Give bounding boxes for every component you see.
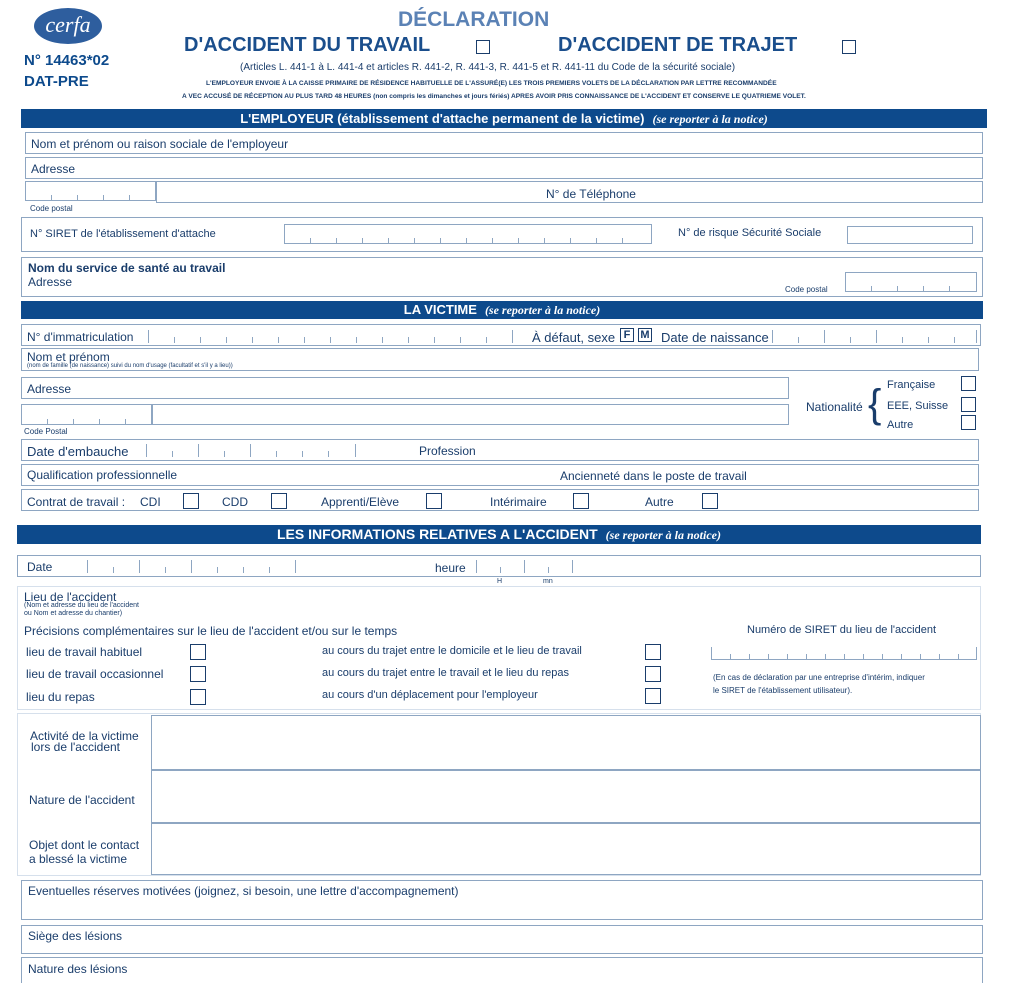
nature-label: Nature de l'accident: [29, 793, 135, 807]
contract-option-interim: Intérimaire: [490, 495, 547, 509]
cerfa-logo: cerfa: [34, 8, 102, 44]
lesion-nature-label: Nature des lésions: [28, 962, 128, 976]
employer-phone-label: N° de Téléphone: [546, 187, 636, 201]
victim-address-label: Adresse: [27, 382, 72, 396]
contract-option-other: Autre: [645, 495, 674, 509]
place-meal-checkbox[interactable]: [190, 689, 206, 705]
page-title: DÉCLARATION: [398, 8, 550, 31]
qualification-label: Qualification professionnelle: [27, 468, 178, 482]
victim-section-header: [21, 301, 983, 319]
accident-siret-place-ticks: [711, 647, 977, 660]
activity-label-2: lors de l'accident: [31, 740, 121, 754]
victim-name-label: Nom et prénom: [27, 350, 110, 364]
victim-postal-ticks: [21, 412, 152, 425]
accident-date-ticks: [87, 560, 297, 573]
health-service-postal-ticks: [845, 279, 977, 292]
place-option-occasional: lieu de travail occasionnel: [26, 667, 164, 681]
employer-address-field[interactable]: [25, 157, 983, 179]
place-occasional-checkbox[interactable]: [190, 666, 206, 682]
nationality-option-french: Française: [887, 379, 936, 391]
accident-place-hint-2: ou Nom et adresse du chantier): [24, 610, 123, 617]
employer-address-label: Adresse: [31, 162, 76, 176]
form-number: N° 14463*02: [24, 52, 110, 69]
contract-option-cdd: CDD: [222, 495, 248, 509]
work-accident-checkbox[interactable]: [476, 40, 490, 54]
employer-risk-field[interactable]: [847, 226, 973, 244]
victim-postal-label: Code Postal: [24, 427, 68, 436]
nationality-french-checkbox[interactable]: [961, 376, 976, 391]
accident-place-label: Lieu de l'accident: [24, 590, 117, 604]
contract-cdi-checkbox[interactable]: [183, 493, 199, 509]
employer-section-title: L'EMPLOYEUR (établissement d'attache permanent de la victime): [240, 111, 645, 126]
employer-siret-label: N° SIRET de l'établissement d'attache: [30, 228, 216, 240]
object-label-2: a blessé la victime: [29, 852, 128, 866]
contract-label: Contrat de travail :: [27, 495, 126, 509]
contract-cdd-checkbox[interactable]: [271, 493, 287, 509]
employer-postal-code-label: Code postal: [30, 204, 73, 213]
victim-registration-label: N° d'immatriculation: [27, 330, 134, 344]
victim-sex-label: À défaut, sexe: [532, 330, 616, 345]
activity-label-1: Activité de la victime: [30, 729, 139, 743]
employer-section-note: (se reporter à la notice): [652, 112, 768, 126]
place-option-meal: lieu du repas: [26, 690, 95, 704]
contract-apprentice-checkbox[interactable]: [426, 493, 442, 509]
object-label-1: Objet dont le contact: [29, 838, 140, 852]
activity-field[interactable]: [151, 715, 981, 770]
profession-label: Profession: [419, 444, 476, 458]
interim-note-2: le SIRET de l'établissement utilisateur).: [713, 686, 853, 695]
sex-f-checkbox[interactable]: F: [620, 328, 634, 342]
contract-option-apprentice: Apprenti/Elève: [321, 495, 400, 509]
hire-date-label: Date d'embauche: [27, 444, 129, 459]
nationality-option-other: Autre: [887, 419, 914, 431]
place-option-usual: lieu de travail habituel: [26, 645, 143, 659]
title-commute-accident: D'ACCIDENT DE TRAJET: [558, 34, 798, 56]
accident-section-note: (se reporter à la notice): [605, 528, 721, 542]
place-business-trip-checkbox[interactable]: [645, 688, 661, 704]
reserves-label: Eventuelles réserves motivées (joignez, si besoin, une lettre d'accompagnement): [28, 884, 459, 898]
health-service-label: Nom du service de santé au travail: [28, 261, 226, 275]
employer-postal-code-ticks: [25, 188, 156, 201]
accident-hour-abbr: H: [497, 578, 503, 585]
nature-field[interactable]: [151, 770, 981, 823]
accident-section-title: LES INFORMATIONS RELATIVES A L'ACCIDENT: [277, 526, 598, 542]
accident-details-label: Précisions complémentaires sur le lieu de l'accident et/ou sur le temps: [24, 624, 398, 638]
contract-interim-checkbox[interactable]: [573, 493, 589, 509]
place-option-meal-commute: au cours du trajet entre le travail et le lieu du repas: [322, 667, 570, 679]
accident-time-ticks: [476, 560, 574, 573]
nationality-option-eee: EEE, Suisse: [887, 400, 949, 412]
victim-birth-ticks: [772, 330, 977, 343]
place-usual-checkbox[interactable]: [190, 644, 206, 660]
health-service-postal-label: Code postal: [785, 285, 828, 294]
commute-accident-checkbox[interactable]: [842, 40, 856, 54]
victim-address-field[interactable]: [21, 377, 789, 399]
accident-siret-place-label: Numéro de SIRET du lieu de l'accident: [747, 624, 936, 636]
victim-registration-ticks: [148, 330, 518, 343]
sending-instructions-2: A VEC ACCUSÉ DE RÉCEPTION AU PLUS TARD 48 HEURES (non compris les dimanches et jours fériés) APRES AVOIR PRIS CONNAISSANCE DE L'ACCIDENT ET CONSERVE LE QUATRIEME VOLET.: [182, 93, 806, 100]
seniority-label: Ancienneté dans le poste de travail: [560, 469, 747, 483]
object-field[interactable]: [151, 823, 981, 875]
legal-articles: (Articles L. 441-1 à L. 441-4 et articles R. 441-2, R. 441-3, R. 441-5 et R. 441-11 du Code de la sécurité sociale): [240, 62, 736, 73]
title-work-accident: D'ACCIDENT DU TRAVAIL: [184, 34, 431, 56]
victim-name-hint: (nom de famille (de naissance) suivi du nom d'usage (facultatif et s'il y a lieu)): [27, 363, 233, 369]
nationality-eee-checkbox[interactable]: [961, 397, 976, 412]
place-meal-commute-checkbox[interactable]: [645, 666, 661, 682]
place-option-home-commute: au cours du trajet entre le domicile et le lieu de travail: [322, 645, 582, 657]
accident-date-label: Date: [27, 560, 53, 574]
contract-other-checkbox[interactable]: [702, 493, 718, 509]
place-option-business-trip: au cours d'un déplacement pour l'employeur: [322, 689, 538, 701]
accident-place-hint-1: (Nom et adresse du lieu de l'accident: [24, 602, 139, 609]
victim-city-field[interactable]: [152, 404, 789, 425]
nationality-label: Nationalité: [806, 400, 863, 414]
sending-instructions-1: L'EMPLOYEUR ENVOIE À LA CAISSE PRIMAIRE DE RÉSIDENCE HABITUELLE DE L'ASSURÉ(E) LES TROIS PREMIERS VOLETS DE LA DÉCLARATION PAR LETTRE RECOMMANDÉE: [206, 80, 777, 87]
victim-section-title: LA VICTIME: [403, 302, 477, 317]
place-home-commute-checkbox[interactable]: [645, 644, 661, 660]
nationality-brace: {: [868, 382, 882, 426]
employer-risk-label: N° de risque Sécurité Sociale: [678, 227, 822, 239]
lesion-site-label: Siège des lésions: [28, 929, 123, 943]
accident-section-header: [17, 525, 981, 544]
form-code: DAT-PRE: [24, 73, 89, 90]
employer-siret-ticks: [284, 231, 652, 244]
victim-section-note: (se reporter à la notice): [484, 303, 601, 317]
contract-option-cdi: CDI: [140, 495, 161, 509]
accident-time-label: heure: [435, 561, 466, 575]
lesion-nature-field[interactable]: [21, 957, 983, 983]
victim-birth-label: Date de naissance: [661, 330, 769, 345]
employer-section-header: [21, 109, 987, 128]
employer-name-label: Nom et prénom ou raison sociale de l'employeur: [31, 137, 289, 151]
interim-note-1: (En cas de déclaration par une entreprise d'intérim, indiquer: [713, 673, 925, 682]
sex-m-checkbox[interactable]: M: [638, 328, 652, 342]
accident-minute-abbr: mn: [543, 578, 553, 585]
nationality-other-checkbox[interactable]: [961, 415, 976, 430]
hire-date-ticks: [146, 444, 356, 457]
health-service-address-label: Adresse: [28, 275, 73, 289]
lesion-site-field[interactable]: [21, 925, 983, 954]
